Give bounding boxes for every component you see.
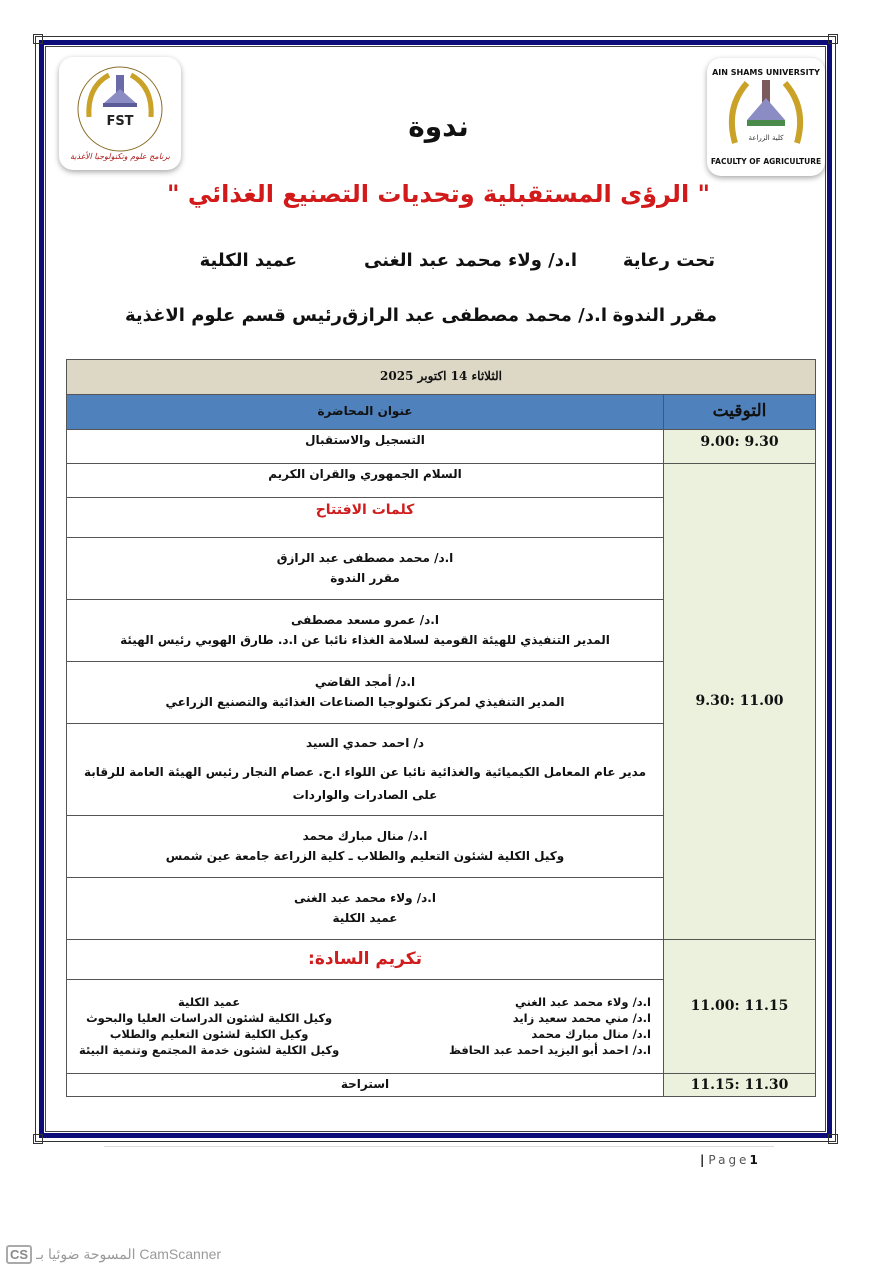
honoree-name: ا.د/ منال مبارك محمد — [531, 1027, 651, 1041]
table-header-row — [67, 395, 816, 430]
honorees-cell — [67, 980, 664, 1074]
speaker-role: مدير عام المعامل الكيميائية والغذائية نائبا عن اللواء ا.ح. عصام النجار رئيس الهيئة العامة للرقابة على الصادرات والواردات — [83, 765, 647, 802]
honoree-name: ا.د/ احمد أبو اليزيد احمد عبد الحافظ — [448, 1043, 651, 1058]
speaker-name: ا.د/ ولاء محمد عبد الغنى — [294, 890, 436, 905]
speaker-role: مقرر الندوة — [330, 570, 400, 585]
date-row — [67, 360, 816, 395]
opening-remarks-heading: كلمات الافتتاح — [67, 498, 664, 538]
schedule-date: الثلاثاء 14 اكتوبر 2025 — [67, 360, 816, 395]
speaker-cell — [67, 662, 664, 724]
svg-text:FACULTY OF AGRICULTURE: FACULTY OF AGRICULTURE — [710, 157, 822, 166]
page-separator: | — [700, 1153, 705, 1167]
schedule-table — [66, 359, 816, 1097]
honoree-name: ا.د/ مني محمد سعيد زايد — [512, 1010, 651, 1025]
honoree-names — [449, 996, 651, 1058]
rapporteur-row — [0, 305, 877, 329]
speaker-name: ا.د/ عمرو مسعد مصطفى — [291, 612, 439, 627]
speaker-cell — [67, 724, 664, 816]
honoree-role: وكيل الكلية لشئون خدمة المجتمع وتنمية البيئة — [79, 1043, 340, 1058]
watermark-text: المسوحة ضوئيا بـ CamScanner — [36, 1246, 222, 1262]
speaker-cell — [67, 600, 664, 662]
slot-title: التسجيل والاستقبال — [67, 430, 664, 464]
speaker-name: ا.د/ محمد مصطفى عبد الرازق — [276, 550, 454, 565]
honoree-role: وكيل الكلية لشئون الدراسات العليا والبحوث — [86, 1010, 333, 1025]
slot-item: السلام الجمهوري والقران الكريم — [67, 464, 664, 498]
speaker-cell — [67, 538, 664, 600]
footer-divider — [104, 1146, 774, 1147]
svg-text:برنامج علوم وتكنولوجيا الأغذية: برنامج علوم وتكنولوجيا الأغذية — [70, 152, 170, 161]
svg-text:FST: FST — [106, 114, 134, 129]
table-row — [67, 1074, 816, 1097]
table-row — [67, 464, 816, 498]
patronage-row — [0, 250, 877, 274]
speaker-name: د/ احمد حمدي السيد — [305, 736, 425, 751]
speaker-cell — [67, 878, 664, 940]
honoring-heading: تكريم السادة: — [67, 940, 664, 980]
column-header-time: التوقيت — [664, 395, 816, 430]
honorees-list — [67, 994, 663, 1060]
speaker-cell — [67, 816, 664, 878]
speaker-role: المدير التنفيذي للهيئة القومية لسلامة الغذاء نائبا عن ا.د. طارق الهوبي رئيس الهيئة — [120, 632, 610, 647]
speaker-role: وكيل الكلية لشئون التعليم والطلاب ـ كلية الزراعة جامعة عين شمس — [165, 848, 565, 863]
page-label: Page — [708, 1153, 750, 1167]
slot-time: 11.00 :9.30 — [664, 464, 816, 940]
border-corner — [828, 1134, 838, 1144]
column-header-title: عنوان المحاضرة — [67, 395, 664, 430]
honoree-role: وكيل الكلية لشئون التعليم والطلاب — [109, 1027, 309, 1041]
border-corner — [828, 34, 838, 44]
border-corner — [33, 34, 43, 44]
honoree-name: ا.د/ ولاء محمد عبد الغني — [514, 994, 651, 1009]
rapporteur-name: ا.د/ محمد مصطفى عبد الرازق — [342, 305, 607, 326]
table-row — [67, 940, 816, 980]
slot-time: 11.15 :11.00 — [664, 940, 816, 1074]
svg-text:AIN SHAMS UNIVERSITY: AIN SHAMS UNIVERSITY — [712, 68, 820, 77]
event-theme-title: " الرؤى المستقبلية وتحديات التصنيع الغذائي " — [166, 180, 711, 208]
patronage-name: ا.د/ ولاء محمد عبد الغنى — [364, 250, 577, 271]
camscanner-watermark — [6, 1245, 221, 1264]
svg-text:كلية الزراعة: كلية الزراعة — [748, 134, 784, 142]
slot-title: استراحة — [67, 1074, 664, 1097]
speaker-role: المدير التنفيذي لمركز تكنولوجيا الصناعات الغذائية والتصنيع الزراعي — [165, 694, 565, 709]
speaker-name: ا.د/ منال مبارك محمد — [302, 828, 428, 843]
rapporteur-role: رئيس قسم علوم الاغذية — [125, 305, 342, 326]
camscanner-icon: CS — [6, 1245, 32, 1264]
honoree-roles — [79, 996, 339, 1058]
patronage-label: تحت رعاية — [622, 250, 715, 271]
speaker-role: عميد الكلية — [332, 910, 398, 925]
slot-time: 11.30 :11.15 — [664, 1074, 816, 1097]
event-type-title: ندوة — [408, 110, 469, 143]
patronage-role: عميد الكلية — [199, 250, 297, 271]
rapporteur-label: مقرر الندوة — [612, 305, 717, 326]
slot-time: 9.30 :9.00 — [664, 430, 816, 464]
page-number-value: 1 — [749, 1153, 758, 1167]
border-corner — [33, 1134, 43, 1144]
page-number — [700, 1153, 758, 1167]
table-row — [67, 430, 816, 464]
speaker-name: ا.د/ أمجد القاضي — [314, 674, 416, 689]
honoree-role: عميد الكلية — [178, 994, 241, 1009]
